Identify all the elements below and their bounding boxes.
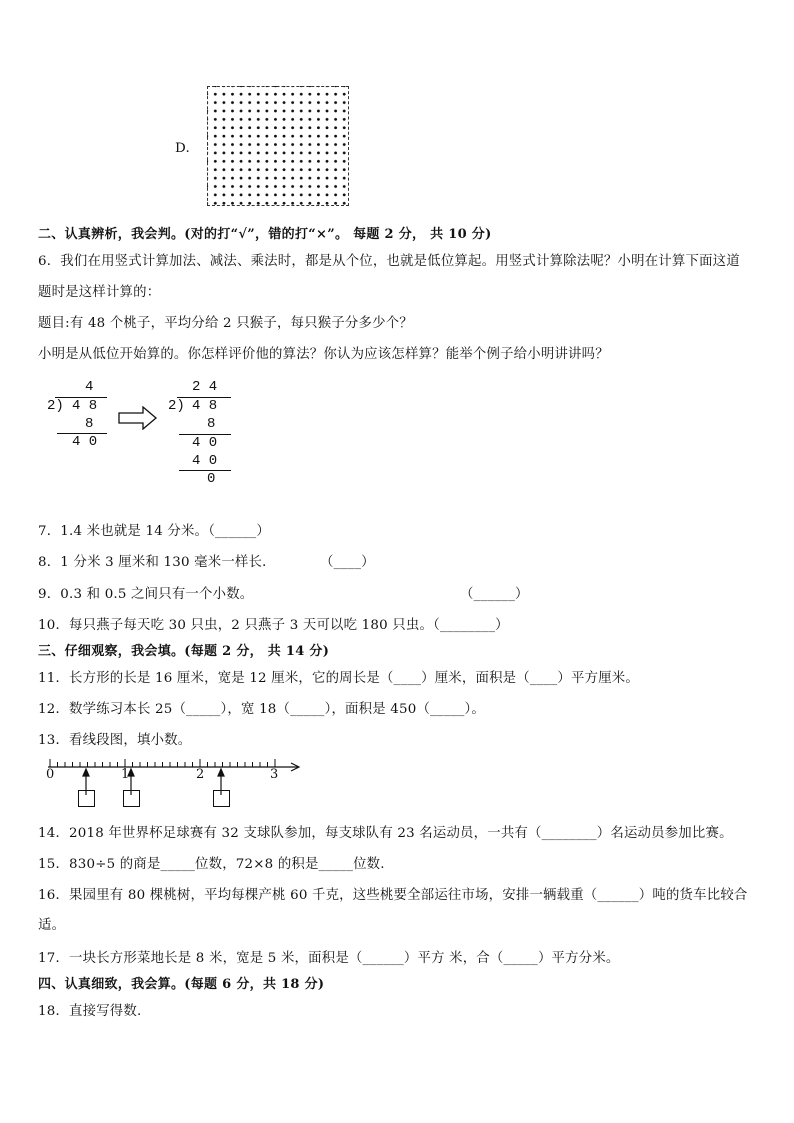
section2-heading: 二、认真辨析，我会判。(对的打“√”，错的打“×”。 每题 2 分， 共 10 分) <box>38 227 492 242</box>
q15: 15．830÷5 的商是_____位数，72×8 的积是_____位数. <box>38 857 385 872</box>
number-line-label-2: 2 <box>196 767 205 782</box>
q18: 18．直接写得数. <box>38 1004 142 1019</box>
answer-box-2[interactable] <box>123 790 140 807</box>
number-line-label-3: 3 <box>270 767 279 782</box>
right-step3: 4 0 <box>192 453 218 469</box>
left-remainder: 4 0 <box>72 434 98 450</box>
q16-line1: 16．果园里有 80 棵桃树，平均每棵产桃 60 千克，这些桃要全部运往市场，安排一辆载重（______）吨的货车比较合 <box>38 888 748 903</box>
left-divisor: 2) <box>47 398 64 414</box>
right-subtract-line-2 <box>179 470 231 471</box>
section3-heading: 三、仔细观察，我会填。(每题 2 分， 共 14 分) <box>38 644 330 659</box>
q11: 11．长方形的长是 16 厘米，宽是 12 厘米，它的周长是（____）厘米，面积是（____）平方厘米。 <box>38 671 639 686</box>
option-d-label: D. <box>175 141 190 156</box>
q8-blank[interactable]: （____） <box>320 555 375 570</box>
q7: 7．1.4 米也就是 14 分米。（______） <box>38 524 271 539</box>
q9-blank[interactable]: （______） <box>460 587 529 602</box>
q16-line2: 适。 <box>38 918 66 933</box>
left-quotient: 4 <box>85 379 94 395</box>
q6-line4: 小明是从低位开始算的。你怎样评价他的算法？你认为应该怎样算？能举个例子给小明讲讲吗？ <box>38 347 609 362</box>
right-divisor: 2) <box>168 398 185 414</box>
q12: 12．数学练习本长 25（_____），宽 18（_____），面积是 450（_____）。 <box>38 702 485 717</box>
q6-line2: 题时是这样计算的： <box>38 285 161 300</box>
left-product: 8 <box>85 416 94 432</box>
right-arrow-icon <box>118 406 158 430</box>
right-remainder: 0 <box>207 471 216 487</box>
right-quotient: 2 4 <box>192 379 218 395</box>
right-product: 8 <box>207 416 216 432</box>
q6-line1: 6．我们在用竖式计算加法、减法、乘法时，都是从个位，也就是低位算起。用竖式计算除法呢？小明在计算下面这道 <box>38 254 740 269</box>
answer-box-1[interactable] <box>78 790 95 807</box>
dot-grid-figure <box>207 86 349 206</box>
q14: 14．2018 年世界杯足球赛有 32 支球队参加，每支球队有 23 名运动员，一共有（________）名运动员参加比赛。 <box>38 826 733 841</box>
number-line-label-0: 0 <box>46 767 55 782</box>
q13: 13．看线段图，填小数。 <box>38 733 192 748</box>
left-dividend: 4 8 <box>72 398 98 414</box>
right-dividend: 4 8 <box>192 398 218 414</box>
q17: 17．一块长方形菜地长是 8 米，宽是 5 米，面积是（______）平方 米，合（_____）平方分米。 <box>38 951 620 966</box>
q10: 10．每只燕子每天吃 30 只虫，2 只燕子 3 天可以吃 180 只虫。（________） <box>38 618 509 633</box>
q9-text: 9．0.3 和 0.5 之间只有一个小数。 <box>38 587 254 602</box>
q8-text: 8．1 分米 3 厘米和 130 毫米一样长． <box>38 555 276 570</box>
number-line-label-1: 1 <box>121 767 130 782</box>
section4-heading: 四、认真细致，我会算。(每题 6 分，共 18 分) <box>38 977 325 992</box>
right-step2: 4 0 <box>192 435 218 451</box>
answer-box-3[interactable] <box>213 790 230 807</box>
q6-line3: 题目:有 48 个桃子，平均分给 2 只猴子，每只猴子分多少个？ <box>38 316 413 331</box>
